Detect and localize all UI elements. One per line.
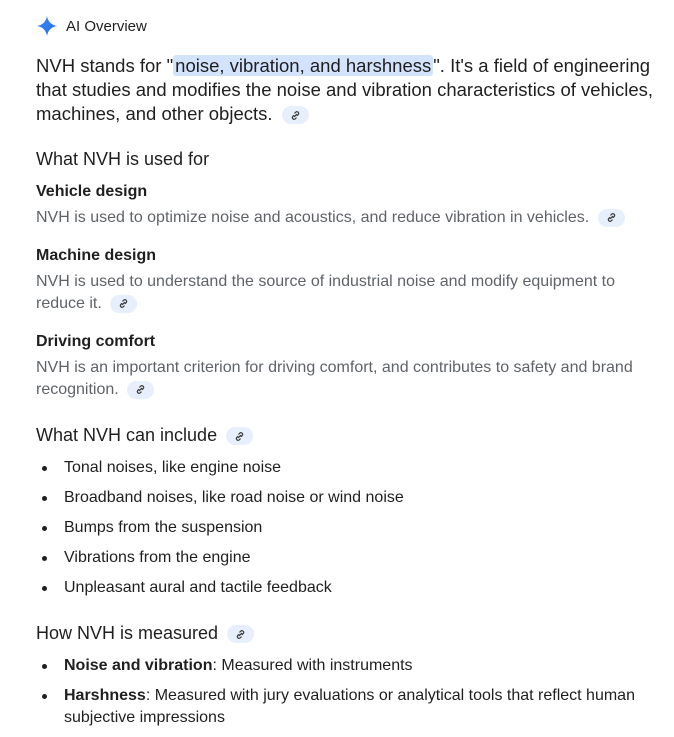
intro-highlight: noise, vibration, and harshness	[175, 55, 432, 76]
measured-heading	[36, 621, 254, 645]
link-icon	[118, 298, 129, 309]
include-list	[36, 457, 661, 607]
measured-heading-text: How NVH is measured	[36, 623, 219, 643]
measured-item-bold: Noise and vibration	[64, 657, 213, 674]
vehicle-design-title: Vehicle design	[36, 183, 148, 200]
list-item: Bumps from the suspension	[36, 517, 661, 539]
link-icon	[235, 629, 246, 640]
link-icon	[135, 384, 146, 395]
source-link-button[interactable]	[282, 106, 309, 124]
source-link-button[interactable]	[227, 625, 254, 643]
list-item: Broadband noises, like road noise or wind noise	[36, 487, 661, 509]
source-link-button[interactable]	[127, 381, 154, 399]
list-item: Tonal noises, like engine noise	[36, 457, 661, 479]
driving-comfort-text	[36, 357, 661, 401]
intro-text-before: NVH stands for "	[36, 55, 174, 76]
machine-design-text	[36, 271, 661, 315]
ai-overview-header	[36, 14, 147, 38]
list-item	[36, 655, 661, 677]
include-heading-text: What NVH can include	[36, 425, 218, 445]
measured-item-bold: Harshness	[64, 687, 146, 704]
link-icon	[606, 212, 617, 223]
link-icon	[234, 431, 245, 442]
list-item: Unpleasant aural and tactile feedback	[36, 577, 661, 599]
machine-design-desc: NVH is used to understand the source of industrial noise and modify equipment to reduce it.	[36, 273, 615, 312]
include-heading	[36, 423, 253, 447]
list-item: Vibrations from the engine	[36, 547, 661, 569]
intro-paragraph	[36, 54, 661, 126]
vehicle-design-text	[36, 207, 661, 229]
ai-overview-title: AI Overview	[66, 17, 147, 35]
measured-item-text: : Measured with jury evaluations or analytical tools that reflect human subjective impressions	[64, 687, 635, 726]
list-item	[36, 685, 661, 729]
intro-text-after: ". It's a field of engineering that studies and modifies the noise and vibration characteristics of vehicles, machines, and other objects.	[36, 55, 653, 124]
measured-list	[36, 655, 661, 737]
source-link-button[interactable]	[598, 209, 625, 227]
link-icon	[290, 110, 301, 121]
vehicle-design-desc: NVH is used to optimize noise and acoustics, and reduce vibration in vehicles.	[36, 209, 590, 226]
source-link-button[interactable]	[226, 427, 253, 445]
driving-comfort-title: Driving comfort	[36, 333, 156, 350]
measured-item-text: : Measured with instruments	[212, 657, 413, 674]
source-link-button[interactable]	[110, 295, 137, 313]
sparkle-icon	[36, 15, 58, 37]
machine-design-title: Machine design	[36, 247, 157, 264]
used-for-heading: What NVH is used for	[36, 149, 210, 169]
driving-comfort-desc: NVH is an important criterion for driving comfort, and contributes to safety and brand recognition.	[36, 359, 633, 398]
